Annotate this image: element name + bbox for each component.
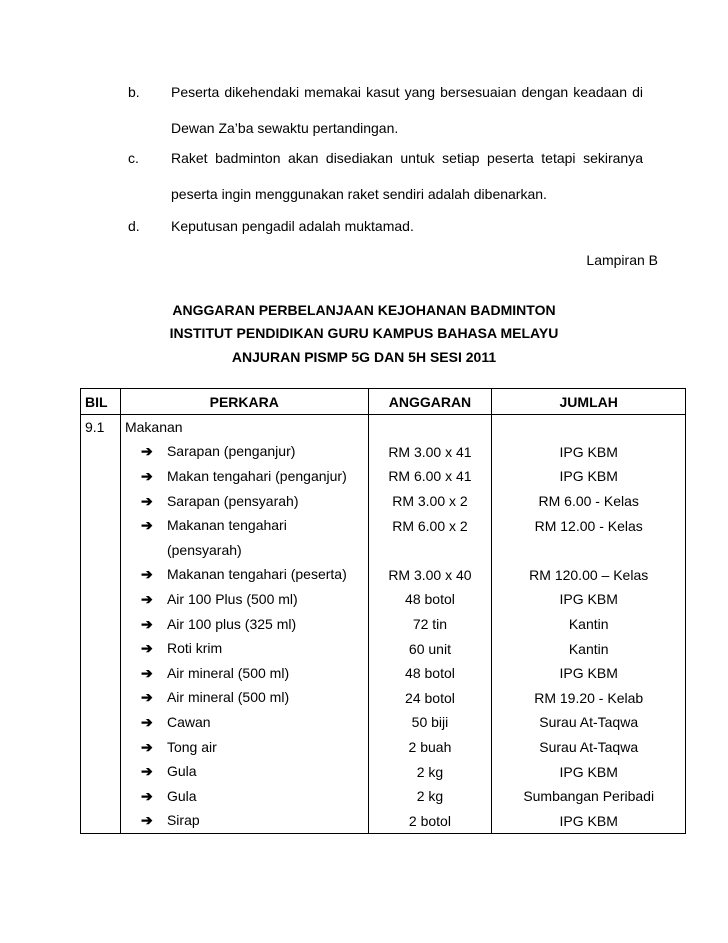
item-name: Makanan tengahari (peserta) [166, 566, 347, 583]
item-name: Roti krim [166, 640, 223, 657]
table-row [81, 464, 686, 489]
arrow-right-icon: ➔ [140, 615, 153, 632]
item-name: Gula [166, 787, 197, 804]
item-name: Air 100 plus (325 ml) [166, 615, 297, 632]
item-name: Sirap [166, 812, 200, 829]
table-row [81, 489, 686, 514]
header-perkara: PERKARA [120, 389, 368, 415]
section-row [81, 415, 686, 440]
header-bil: BIL [81, 389, 121, 415]
arrow-right-icon: ➔ [140, 492, 153, 509]
item-jumlah: IPG KBM [492, 440, 686, 465]
header-anggaran: ANGGARAN [368, 389, 492, 415]
item-anggaran: RM 3.00 x 41 [368, 440, 492, 465]
item-anggaran: 2 buah [368, 735, 492, 760]
arrow-right-icon: ➔ [140, 467, 153, 484]
arrow-right-icon: ➔ [140, 640, 153, 657]
item-jumlah: RM 120.00 – Kelas [492, 563, 686, 588]
item-jumlah: IPG KBM [492, 661, 686, 686]
item-continuation: (pensyarah) [166, 542, 242, 559]
arrow-right-icon: ➔ [140, 517, 153, 534]
item-name: Sarapan (penganjur) [166, 443, 296, 460]
arrow-right-icon: ➔ [140, 713, 153, 730]
item-anggaran: RM 3.00 x 2 [368, 489, 492, 514]
item-anggaran: 50 biji [368, 710, 492, 735]
table-row [81, 440, 686, 465]
header-jumlah: JUMLAH [492, 389, 686, 415]
item-anggaran: 2 kg [368, 784, 492, 809]
item-jumlah: Sumbangan Peribadi [492, 784, 686, 809]
table-row [81, 710, 686, 735]
appendix-label: Lampiran B [586, 252, 658, 268]
arrow-right-icon: ➔ [140, 443, 153, 460]
item-anggaran: 72 tin [368, 612, 492, 637]
table-row [81, 759, 686, 784]
table-row [81, 612, 686, 637]
arrow-right-icon: ➔ [140, 590, 153, 607]
item-jumlah: RM 19.20 - Kelab [492, 686, 686, 711]
table-header-row [81, 389, 686, 415]
item-jumlah: Kantin [492, 636, 686, 661]
item-anggaran: 60 unit [368, 636, 492, 661]
item-name: Air 100 Plus (500 ml) [166, 590, 298, 607]
arrow-right-icon: ➔ [140, 689, 153, 706]
item-jumlah: RM 12.00 - Kelas [492, 513, 686, 538]
item-name: Air mineral (500 ml) [166, 689, 290, 706]
item-name: Makan tengahari (penganjur) [166, 467, 347, 484]
list-text: Raket badminton akan disediakan untuk setiap peserta tetapi sekiranya peserta ingin menggunakan raket sendiri adalah dibenarkan. [171, 150, 643, 202]
item-jumlah: RM 6.00 - Kelas [492, 489, 686, 514]
table-row [81, 587, 686, 612]
list-text: Peserta dikehendaki memakai kasut yang bersesuaian dengan keadaan di Dewan Za’ba sewaktu pertandingan. [171, 84, 643, 136]
item-jumlah: Kantin [492, 612, 686, 637]
page-title: ANGGARAN PERBELANJAAN KEJOHANAN BADMINTON [172, 302, 556, 318]
budget-table [80, 388, 686, 834]
arrow-right-icon: ➔ [140, 812, 153, 829]
section-number: 9.1 [81, 415, 121, 440]
page-subtitle: INSTITUT PENDIDIKAN GURU KAMPUS BAHASA MELAYU [169, 325, 559, 341]
item-jumlah: IPG KBM [492, 464, 686, 489]
arrow-right-icon: ➔ [140, 664, 153, 681]
item-anggaran: RM 3.00 x 40 [368, 563, 492, 588]
arrow-right-icon: ➔ [140, 738, 153, 755]
section-label: Makanan [120, 415, 368, 440]
item-anggaran: RM 6.00 x 2 [368, 513, 492, 538]
table-row [81, 784, 686, 809]
item-anggaran: 48 botol [368, 587, 492, 612]
item-anggaran: 2 botol [368, 809, 492, 834]
item-name: Gula [166, 763, 197, 780]
page-subtitle-2: ANJURAN PISMP 5G DAN 5H SESI 2011 [231, 349, 497, 365]
item-jumlah: IPG KBM [492, 587, 686, 612]
item-jumlah: IPG KBM [492, 809, 686, 834]
arrow-right-icon: ➔ [140, 787, 153, 804]
item-anggaran: 48 botol [368, 661, 492, 686]
item-jumlah: IPG KBM [492, 759, 686, 784]
table-row [81, 809, 686, 834]
item-jumlah: Surau At-Taqwa [492, 735, 686, 760]
list-text: Keputusan pengadil adalah muktamad. [171, 218, 414, 234]
table-row [81, 563, 686, 588]
item-name: Cawan [166, 713, 211, 730]
item-anggaran: 24 botol [368, 686, 492, 711]
arrow-right-icon: ➔ [140, 566, 153, 583]
table-row [81, 661, 686, 686]
item-anggaran: RM 6.00 x 41 [368, 464, 492, 489]
table-row [81, 513, 686, 538]
table-row [81, 735, 686, 760]
table-row [81, 538, 686, 563]
table-row [81, 686, 686, 711]
list-letter: d. [128, 218, 140, 234]
item-jumlah: Surau At-Taqwa [492, 710, 686, 735]
list-letter: b. [128, 84, 140, 100]
table-row [81, 636, 686, 661]
item-name: Air mineral (500 ml) [166, 664, 290, 681]
item-anggaran: 2 kg [368, 759, 492, 784]
item-name: Sarapan (pensyarah) [166, 492, 299, 509]
arrow-right-icon: ➔ [140, 763, 153, 780]
list-letter: c. [128, 150, 139, 166]
item-name: Makanan tengahari [166, 517, 287, 534]
item-name: Tong air [166, 738, 217, 755]
